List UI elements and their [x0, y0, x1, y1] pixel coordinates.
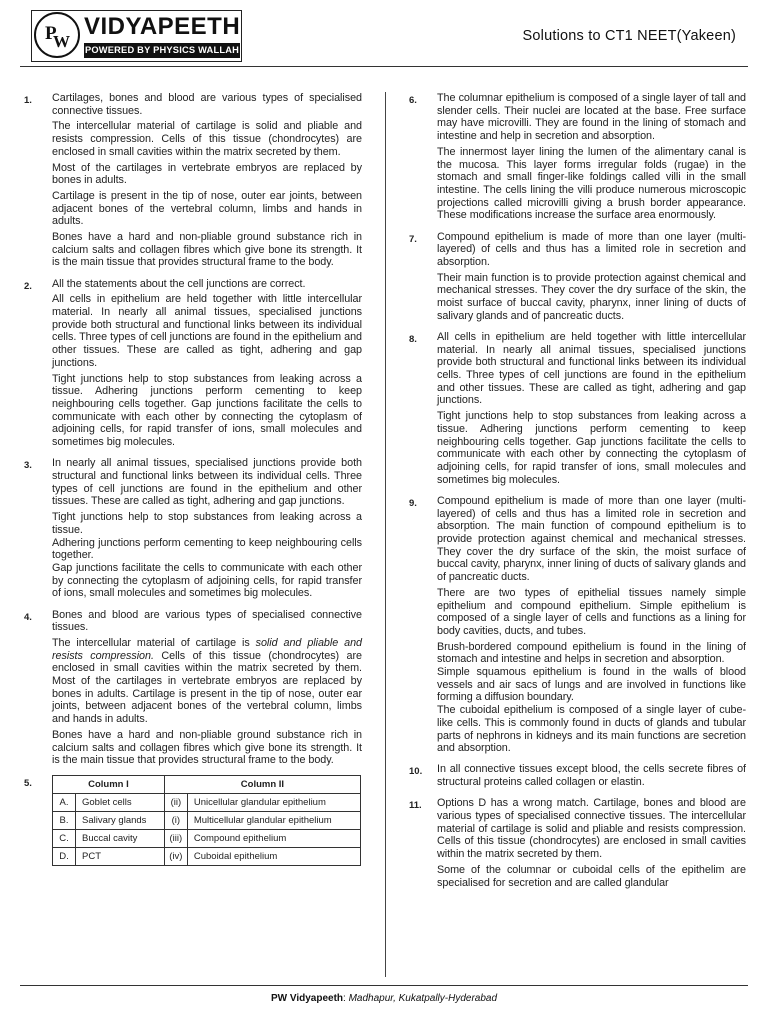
solution-9 [405, 495, 746, 755]
solution-2 [20, 278, 362, 449]
solution-paragraph: All the statements about the cell junctions are correct. [52, 277, 306, 290]
table-cell: Cuboidal epithelium [187, 848, 360, 866]
table-row [53, 830, 361, 848]
solution-paragraph: Cartilage is present in the tip of nose, outer ear joints, between adjacent bones of the vertebral column, limbs and hands in adults. [52, 189, 362, 228]
table-cell: (iii) [164, 830, 187, 848]
solution-paragraph: The columnar epithelium is composed of a single layer of tall and slender cells. Their nuclei are located at the base. Free surface may have microvilli. They are found in the lining of stomach and intestine and help in secretion and absorption. [437, 92, 746, 143]
table-cell: C. [53, 830, 76, 848]
column-header: Column II [164, 776, 360, 794]
solution-11 [405, 797, 746, 889]
solution-paragraph: Gap junctions facilitate the cells to communicate with each other by connecting the cytoplasm of adjoining cells, for rapid transfer of ions, small molecules and sometimes big molecules. [52, 561, 362, 600]
table-cell: Multicellular glandular epithelium [187, 812, 360, 830]
solution-paragraph: In all connective tissues except blood, the cells secrete fibres of structural proteins called collagen or elastin. [437, 763, 746, 789]
question-number: 4. [24, 611, 32, 623]
question-number: 10. [409, 766, 423, 778]
question-number: 7. [409, 233, 417, 245]
table-cell: (iv) [164, 848, 187, 866]
table-cell: (ii) [164, 794, 187, 812]
solution-4 [20, 609, 362, 767]
text-run: Cells of this tissue (chondrocytes) are enclosed in small cavities within the matrix secreted by them. Most of the cartilages in vertebrate embryos are replaced by bones in adults. Cartilage is present in the tip of nose, outer ear joints, between adjacent bones of the vertebral column, limbs and hands in adults. [52, 649, 362, 726]
match-table [52, 775, 361, 866]
footer-org: PW Vidyapeeth [270, 993, 344, 1004]
table-header-row [53, 776, 361, 794]
table-cell: Salivary glands [76, 812, 165, 830]
solution-paragraph: All cells in epithelium are held together with little intercellular material. In nearly all animal tissues, specialised junctions provide both structural and functional links between its individual cells. Three types of cell junctions are found in the epithelium and other tissues. These are called as tight, adhering and gap junctions. [437, 330, 746, 407]
solution-paragraph: Some of the columnar or cuboidal cells of the epithelim are specialised for secretion and are called glandular [437, 863, 746, 889]
solution-paragraph: There are two types of epithelial tissues namely simple epithelium and compound epithelium. Simple epithelium is composed of a single layer of cells and functions as a lining for body cavities, ducts, and tubes. [437, 586, 746, 637]
table-cell: Compound epithelium [187, 830, 360, 848]
vidyapeeth-logo [31, 10, 242, 62]
solution-paragraph: The intercellular material of cartilage is solid and pliable and resists compression. Cells of this tissue (chondrocytes) are enclosed in small cavities within the matrix secreted by them. [52, 120, 362, 158]
solution-paragraph: In nearly all animal tissues, specialised junctions provide both structural and functional links between its individual cells. Three types of cell junctions are found in the epithelium and other tissues. These are called as tight, adhering and gap junctions. [52, 457, 362, 508]
table-cell: PCT [76, 848, 165, 866]
question-number: 9. [409, 497, 417, 509]
solution-paragraph: Their main function is to provide protection against chemical and mechanical stresses. They cover the dry surface of the skin, the moist surface of buccal cavity, pharynx, inner lining of ducts of salivary glands and of pancreatic ducts. [437, 271, 746, 322]
svg-text:W: W [53, 32, 70, 51]
solution-7 [405, 231, 746, 323]
table-cell: Goblet cells [76, 794, 165, 812]
solution-paragraph: Tight junctions help to stop substances from leaking across a tissue. [52, 511, 362, 536]
column-header: Column I [53, 776, 165, 794]
left-column [20, 92, 362, 875]
solution-paragraph: Bones have a hard and non-pliable ground substance rich in calcium salts and collagen fibres which give bone its strength. It is the main tissue that provides structural frame to the body. [52, 231, 362, 269]
solution-paragraph: Cartilages, bones and blood are various types of specialised connective tissues. [52, 92, 362, 117]
table-cell: Buccal cavity [76, 830, 165, 848]
solution-paragraph: Compound epithelium is made of more than one layer (multi-layered) of cells and thus has a limited role in secretion and absorption. [437, 230, 746, 268]
table-row [53, 794, 361, 812]
solution-paragraph: The cuboidal epithelium is composed of a single layer of cube-like cells. This is commonly found in ducts of glands and tubular parts of nephrons in kidneys and its main functions are secretion and absorption. [437, 704, 746, 755]
table-row [53, 848, 361, 866]
table-cell: B. [53, 812, 76, 830]
table-cell: A. [53, 794, 76, 812]
footer-divider [20, 985, 748, 986]
header-divider [20, 66, 748, 67]
solution-paragraph: The innermost layer lining the lumen of the alimentary canal is the mucosa. This layer forms irregular folds (rugae) in the stomach and small finger-like foldings called villi in the small intestine. The cells lining the villi produce numerous microscopic projections called microvilli giving a brush border appearance. These modifications increase the surface area enormously. [437, 145, 746, 222]
table-cell: D. [53, 848, 76, 866]
question-number: 11. [409, 800, 422, 812]
question-number: 5. [24, 778, 32, 790]
solution-paragraph: All cells in epithelium are held together with little intercellular material. In nearly all animal tissues, specialised junctions provide both structural and functional links between its individual cells. Three types of cell junctions are found in the epithelium and other tissues. These are called as tight, adhering and gap junctions. [52, 293, 362, 369]
svg-text:P: P [45, 23, 57, 44]
document-title: Solutions to CT1 NEET(Yakeen) [522, 28, 736, 44]
table-cell: Unicellular glandular epithelium [187, 794, 360, 812]
table-cell: (i) [164, 812, 187, 830]
solution-paragraph: Tight junctions help to stop substances from leaking across a tissue. Adhering junctions perform cementing to keep neighbouring cells together. Gap junctions facilitate the cells to communicate with each other by connecting the cytoplasm of adjoining cells, for rapid transfer of ions, small molecules and sometimes big molecules. [52, 372, 362, 449]
question-number: 3. [24, 460, 32, 472]
question-number: 1. [24, 95, 32, 106]
pw-logo-icon [34, 12, 80, 58]
footer-address: Madhapur, Kukatpally-Hyderabad [348, 993, 498, 1004]
text-run: The intercellular material of cartilage is [52, 636, 256, 649]
brand-name: VIDYAPEETH [84, 13, 241, 40]
solution-paragraph: Simple squamous epithelium is found in the walls of blood vessels and air sacs of lungs and are involved in functions like forming a diffusion boundary. [437, 666, 746, 704]
solution-paragraph: Most of the cartilages in vertebrate embryos are replaced by bones in adults. [52, 161, 362, 187]
page-header [0, 0, 768, 64]
right-column [405, 92, 746, 898]
solution-paragraph: Adhering junctions perform cementing to keep neighbouring cells together. [52, 536, 362, 562]
solution-1 [20, 92, 362, 269]
solution-paragraph: Compound epithelium is made of more than one layer (multi-layered) of cells and thus has a limited role in secretion and absorption. The main function of compound epithelium is to provide protection against chemical and mechanical stresses. They cover the dry surface of the skin, the moist surface of buccal cavity, pharynx, inner lining of ducts of salivary glands and of pancreatic ducts. [437, 494, 746, 584]
italic-text-run: solid and pliable and resists compression. [52, 636, 362, 662]
solution-paragraph: Bones and blood are various types of specialised connective tissues. [52, 608, 362, 634]
column-divider [385, 92, 386, 977]
solution-paragraph: Brush-bordered compound epithelium is found in the lining of stomach and intestine and helps in secretion and absorption. [437, 640, 746, 666]
solution-5 [20, 775, 362, 866]
solution-paragraph: Bones have a hard and non-pliable ground substance rich in calcium salts and collagen fibres which give bone its strength. It is the main tissue that provides structural frame to the body. [52, 728, 362, 767]
solution-8 [405, 331, 746, 486]
solution-10 [405, 763, 746, 788]
question-number: 6. [409, 95, 417, 106]
solution-paragraph: Tight junctions help to stop substances from leaking across a tissue. Adhering junctions perform cementing to keep neighbouring cells together. Gap junctions facilitate the cells to communicate with each other by connecting the cytoplasm of adjoining cells, for rapid transfer of ions, small molecules and sometimes big molecules. [437, 410, 746, 486]
question-number: 2. [24, 280, 32, 292]
brand-tagline: POWERED BY PHYSICS WALLAH [84, 43, 240, 58]
solution-6 [405, 92, 746, 222]
solution-paragraph: Options D has a wrong match. Cartilage, bones and blood are various types of specialised connective tissues. The intercellular material of cartilage is solid and pliable and resists compression. Cells of this tissue (chondrocytes) are enclosed in small cavities within the matrix secreted by them. [437, 797, 746, 861]
table-row [53, 812, 361, 830]
solution-paragraph [52, 637, 362, 726]
page-footer: PW Vidyapeeth: Madhapur, Kukatpally-Hyderabad [270, 993, 498, 1004]
solution-3 [20, 457, 362, 600]
question-number: 8. [409, 333, 417, 345]
